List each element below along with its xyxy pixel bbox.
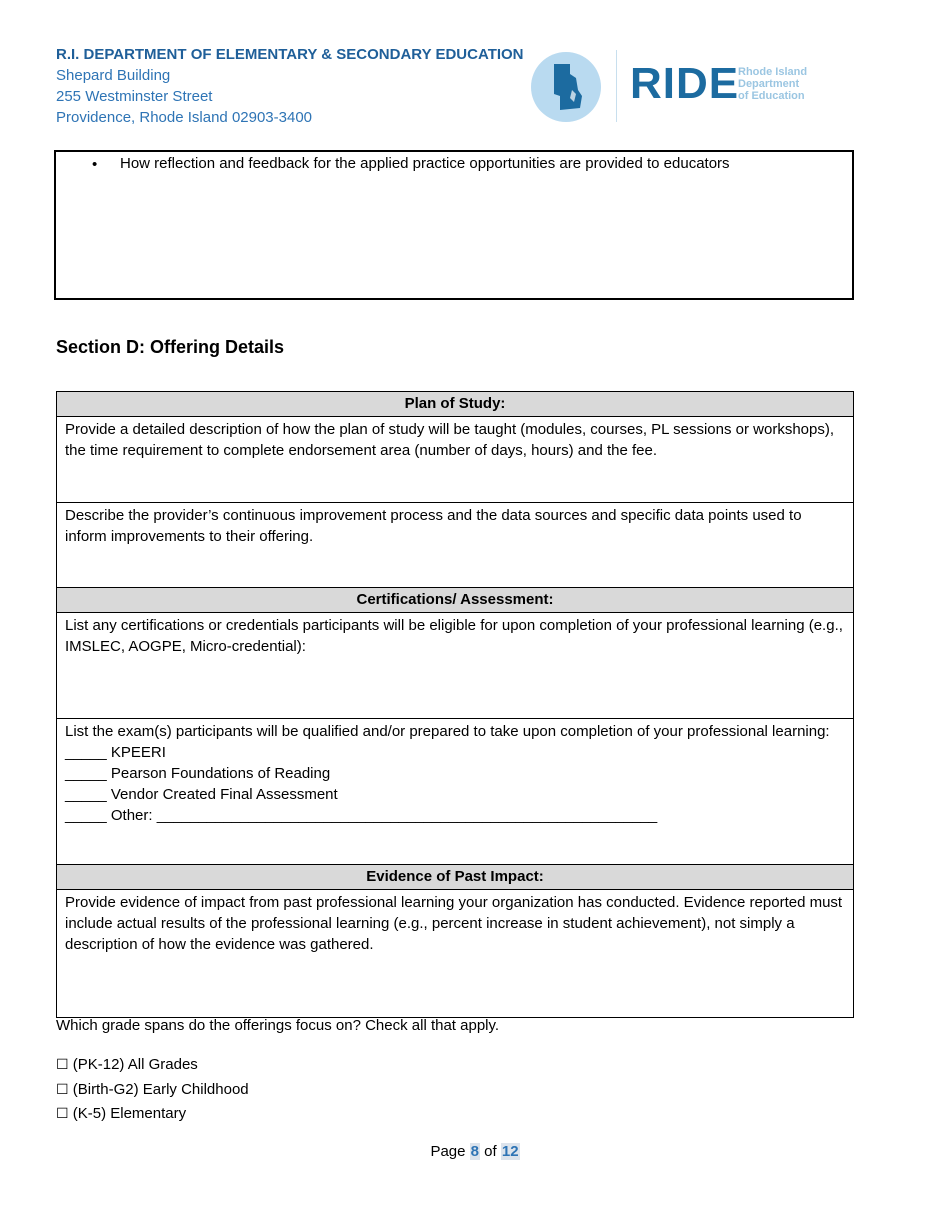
- of-word: of: [484, 1143, 497, 1160]
- rhode-island-map-icon: [530, 50, 604, 124]
- logo-sub-line-1: Rhode Island: [738, 66, 808, 78]
- certifications-response-cell[interactable]: [57, 613, 853, 719]
- current-page-number: 8: [470, 1143, 479, 1160]
- logo-divider: [616, 50, 617, 122]
- checkbox-icon[interactable]: ☐: [56, 1081, 69, 1098]
- bullet-icon: •: [92, 156, 98, 173]
- offering-details-table: [56, 391, 854, 1018]
- certifications-prompt: List any certifications or credentials participants will be eligible for upon completion of your professional learning (e.g., IMSLEC, AOGPE, Micro-credential):: [65, 617, 843, 655]
- evidence-prompt: Provide evidence of impact from past professional learning your organization has conducted. Evidence reported must include actual results of the professional learning (e.g., percent increase in student achievement), not simply a description of how the evidence was gathered.: [65, 894, 843, 953]
- exam-option-other[interactable]: _____ Other: ____________________________________________________________: [65, 807, 658, 824]
- exams-prompt: List the exam(s) participants will be qualified and/or prepared to take upon completion of your professional learning:: [65, 723, 830, 740]
- exam-option-vendor[interactable]: _____ Vendor Created Final Assessment: [65, 786, 338, 803]
- plan-of-study-header: Plan of Study:: [57, 392, 853, 417]
- continuous-improvement-response-cell[interactable]: [57, 503, 853, 588]
- logo-wordmark: RIDE: [630, 59, 740, 108]
- ride-logo: [530, 50, 830, 124]
- plan-of-study-prompt: Provide a detailed description of how the plan of study will be taught (modules, courses, PL sessions or workshops), the time requirement to complete endorsement area (number of days, hours) and the fee.: [65, 421, 835, 459]
- plan-of-study-response-cell[interactable]: [57, 417, 853, 503]
- exam-option-pearson[interactable]: _____ Pearson Foundations of Reading: [65, 765, 331, 782]
- building-name: Shepard Building: [56, 67, 171, 84]
- grade-span-all-grades[interactable]: [56, 1053, 249, 1078]
- exams-response-cell[interactable]: [57, 719, 853, 865]
- logo-sub-line-2: Department: [738, 78, 800, 90]
- logo-sub-line-3: of Education: [738, 90, 805, 102]
- grade-span-label: (PK-12) All Grades: [72, 1056, 198, 1073]
- page-footer: [0, 1143, 950, 1160]
- certifications-header: Certifications/ Assessment:: [57, 588, 853, 613]
- total-page-number: 12: [501, 1143, 519, 1160]
- exam-option-kpeeri[interactable]: _____ KPEERI: [65, 744, 166, 761]
- evidence-response-cell[interactable]: [57, 890, 853, 1017]
- grade-span-label: (K-5) Elementary: [72, 1105, 187, 1122]
- checkbox-icon[interactable]: ☐: [56, 1106, 69, 1122]
- street-address: 255 Westminster Street: [56, 88, 213, 105]
- address-block: [56, 44, 524, 128]
- continuous-improvement-prompt: Describe the provider’s continuous improvement process and the data sources and specific data points used to inform improvements to their offering.: [65, 507, 802, 545]
- reflection-response-box[interactable]: [54, 150, 854, 300]
- page-word: Page: [430, 1143, 466, 1160]
- section-title: Section D: Offering Details: [56, 337, 285, 357]
- checkbox-icon[interactable]: ☐: [56, 1057, 69, 1073]
- grade-span-elementary[interactable]: [56, 1102, 249, 1127]
- org-name: R.I. DEPARTMENT OF ELEMENTARY & SECONDARY EDUCATION: [56, 46, 524, 63]
- logo-subtitle: [738, 66, 807, 102]
- reflection-prompt: How reflection and feedback for the applied practice opportunities are provided to educators: [120, 155, 730, 172]
- grade-span-early-childhood[interactable]: [56, 1078, 249, 1103]
- grade-spans-question: Which grade spans do the offerings focus on? Check all that apply.: [56, 1017, 500, 1034]
- grade-span-label: (Birth-G2) Early Childhood: [72, 1080, 249, 1098]
- evidence-header: Evidence of Past Impact:: [57, 865, 853, 890]
- grade-spans-checklist: [56, 1053, 249, 1127]
- city-address: Providence, Rhode Island 02903-3400: [56, 109, 313, 126]
